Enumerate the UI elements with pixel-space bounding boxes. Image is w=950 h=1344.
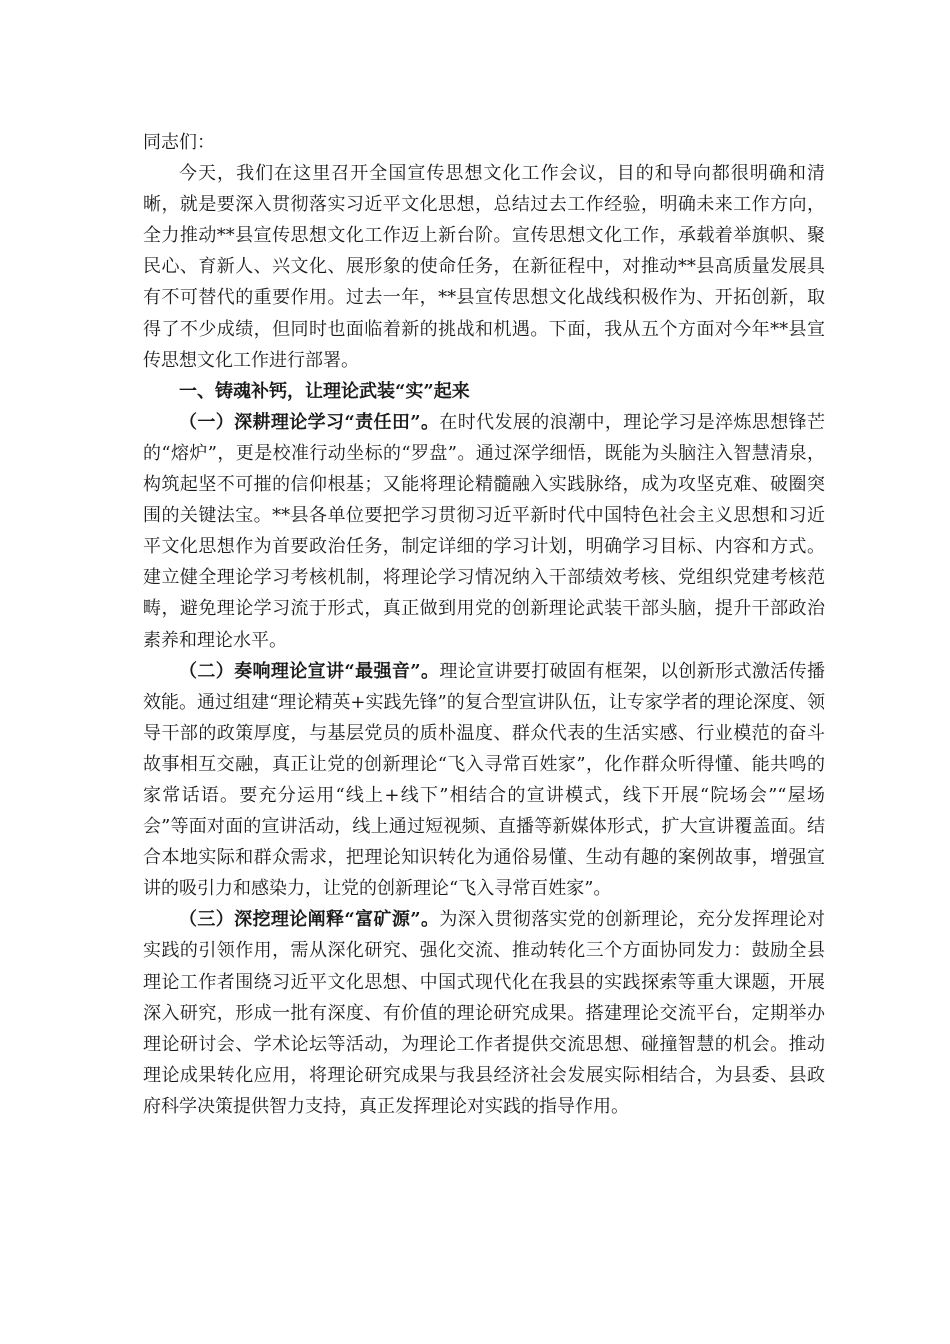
paragraph-item-2 xyxy=(143,656,825,905)
section-heading: 一、铸魂补钙，让理论武装“实”起来 xyxy=(179,380,470,402)
paragraph-item-1 xyxy=(143,407,825,656)
item-body: 为深入贯彻落实党的创新理论，充分发挥理论对实践的引领作用，需从深化研究、强化交流、推动转化三个方面协同发力：鼓励全县理论工作者围绕习近平文化思想、中国式现代化在我县的实践探索等重大课题，开展深入研究，形成一批有深度、有价值的理论研究成果。搭建理论交流平台，定期举办理论研讨会、学术论坛等活动，为理论工作者提供交流思想、碰撞智慧的机会。推动理论成果转化应用，将理论研究成果与我县经济社会发展实际相结合，为县委、县政府科学决策提供智力支持，真正发挥理论对实践的指导作用。 xyxy=(143,909,825,1117)
intro-paragraph: 今天，我们在这里召开全国宣传思想文化工作会议，目的和导向都很明确和清晰，就是要深入贯彻落实习近平文化思想，总结过去工作经验，明确未来工作方向，全力推动**县宣传思想文化工作迈上新台阶。宣传思想文化工作，承载着举旗帜、聚民心、育新人、兴文化、展形象的使命任务，在新征程中，对推动**县高质量发展具有不可替代的重要作用。过去一年，**县宣传思想文化战线积极作为、开拓创新，取得了不少成绩，但同时也面临着新的挑战和机遇。下面，我从五个方面对今年**县宣传思想文化工作进行部署。 xyxy=(143,163,825,371)
item-body: 理论宣讲要打破固有框架，以创新形式激活传播效能。通过组建“理论精英+实践先锋”的复合型宣讲队伍，让专家学者的理论深度、领导干部的政策厚度，与基层党员的质朴温度、群众代表的生活实感、行业模范的奋斗故事相互交融，真正让党的创新理论“飞入寻常百姓家”，化作群众听得懂、能共鸣的家常话语。要充分运用“线上+线下”相结合的宣讲模式，线下开展“院场会”“屋场会”等面对面的宣讲活动，线上通过短视频、直播等新媒体形式，扩大宣讲覆盖面。结合本地实际和群众需求，把理论知识转化为通俗易懂、生动有趣的案例故事，增强宣讲的吸引力和感染力，让党的创新理论“飞入寻常百姓家”。 xyxy=(143,660,825,900)
item-body: 在时代发展的浪潮中，理论学习是淬炼思想锋芒的“熔炉”，更是校准行动坐标的“罗盘”。通过深学细悟，既能为头脑注入智慧清泉，构筑起坚不可摧的信仰根基；又能将理论精髓融入实践脉络，成为攻坚克难、破圈突围的关键法宝。**县各单位要把学习贯彻习近平新时代中国特色社会主义思想和习近平文化思想作为首要政治任务，制定详细的学习计划，明确学习目标、内容和方式。建立健全理论学习考核机制，将理论学习情况纳入干部绩效考核、党组织党建考核范畴，避免理论学习流于形式，真正做到用党的创新理论武装干部头脑，提升干部政治素养和理论水平。 xyxy=(143,411,825,651)
item-title: （三）深挖理论阐释“富矿源”。 xyxy=(179,909,440,931)
item-title: （二）奏响理论宣讲“最强音”。 xyxy=(179,660,440,682)
paragraph-item-3 xyxy=(143,904,825,1122)
item-title: （一）深耕理论学习“责任田”。 xyxy=(179,411,440,433)
salutation: 同志们： xyxy=(143,132,215,153)
document-body xyxy=(143,127,825,1122)
